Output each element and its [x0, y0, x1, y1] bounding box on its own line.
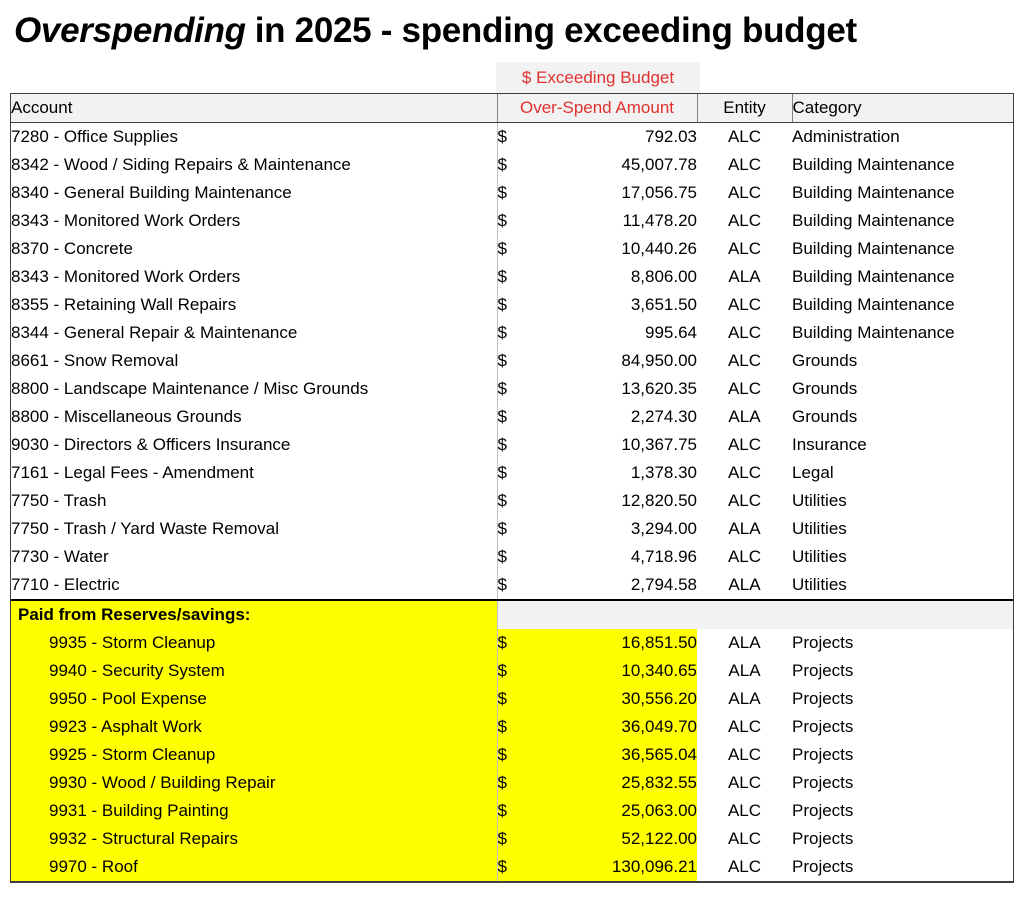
cell-amount: 2,274.30 [630, 407, 697, 426]
cell-account: 7750 - Trash / Yard Waste Removal [11, 519, 280, 538]
cell-account: 7750 - Trash [11, 491, 107, 510]
cell-category: Grounds [792, 407, 858, 426]
cell-category: Utilities [792, 575, 847, 594]
table-row [11, 207, 1013, 235]
table-row [11, 347, 1013, 375]
cell-amount: 2,794.58 [630, 575, 697, 594]
cell-account: 9932 - Structural Repairs [11, 825, 497, 853]
cell-amount: 995.64 [645, 323, 697, 342]
table-row [11, 319, 1013, 347]
cell-category: Utilities [792, 519, 847, 538]
section-header-row [11, 600, 1013, 629]
cell-category: Grounds [792, 379, 858, 398]
cell-entity: ALC [727, 801, 762, 820]
cell-amount: 8,806.00 [630, 267, 697, 286]
table-row [11, 431, 1013, 459]
table-row [11, 291, 1013, 319]
column-header-entity: Entity [697, 94, 792, 123]
table-header-row [11, 94, 1013, 123]
cell-category: Projects [792, 717, 854, 736]
column-header-account: Account [11, 94, 497, 123]
cell-category: Building Maintenance [792, 267, 955, 286]
cell-currency-symbol: $ [497, 291, 533, 319]
table-row [11, 571, 1013, 600]
cell-amount: 1,378.30 [630, 463, 697, 482]
cell-currency-symbol: $ [497, 207, 533, 235]
cell-account: 9923 - Asphalt Work [11, 713, 497, 741]
cell-entity: ALC [727, 491, 762, 510]
table-row [11, 543, 1013, 571]
cell-entity: ALC [727, 745, 762, 764]
cell-category: Administration [792, 127, 900, 146]
cell-category: Insurance [792, 435, 867, 454]
table-row [11, 235, 1013, 263]
cell-account: 9935 - Storm Cleanup [11, 629, 497, 657]
cell-currency-symbol: $ [497, 571, 533, 600]
cell-account: 8355 - Retaining Wall Repairs [11, 295, 237, 314]
cell-account: 8370 - Concrete [11, 239, 133, 258]
cell-amount: 13,620.35 [621, 379, 697, 398]
cell-amount: 52,122.00 [533, 825, 697, 853]
cell-entity: ALC [727, 379, 762, 398]
cell-entity: ALC [727, 183, 762, 202]
cell-entity: ALA [728, 519, 761, 538]
cell-amount: 30,556.20 [533, 685, 697, 713]
cell-currency-symbol: $ [497, 347, 533, 375]
section-header-blank-cell [497, 600, 533, 629]
cell-category: Utilities [792, 491, 847, 510]
cell-currency-symbol: $ [497, 629, 533, 657]
table-row [11, 769, 1013, 797]
cell-amount: 10,340.65 [533, 657, 697, 685]
cell-currency-symbol: $ [497, 713, 533, 741]
cell-category: Projects [792, 689, 854, 708]
page-title-emphasis: Overspending [14, 11, 246, 50]
amount-group-header-label: $ Exceeding Budget [496, 62, 700, 93]
cell-entity: ALA [728, 575, 761, 594]
section-header-blank-cell [533, 600, 697, 629]
cell-entity: ALA [728, 689, 761, 708]
cell-currency-symbol: $ [497, 235, 533, 263]
table-row [11, 179, 1013, 207]
table-row [11, 797, 1013, 825]
page-title [14, 11, 857, 51]
cell-account: 9030 - Directors & Officers Insurance [11, 435, 291, 454]
cell-currency-symbol: $ [497, 151, 533, 179]
cell-currency-symbol: $ [497, 853, 533, 881]
column-header-amount: Over-Spend Amount [497, 94, 697, 123]
cell-entity: ALC [727, 239, 762, 258]
cell-entity: ALC [727, 463, 762, 482]
cell-currency-symbol: $ [497, 459, 533, 487]
cell-amount: 10,440.26 [621, 239, 697, 258]
cell-entity: ALC [727, 351, 762, 370]
cell-account: 8342 - Wood / Siding Repairs & Maintenance [11, 155, 351, 174]
table-row [11, 263, 1013, 291]
cell-account: 9931 - Building Painting [11, 797, 497, 825]
cell-amount: 25,063.00 [533, 797, 697, 825]
section-header-blank-cell [792, 600, 1013, 629]
cell-category: Projects [792, 829, 854, 848]
cell-currency-symbol: $ [497, 797, 533, 825]
cell-currency-symbol: $ [497, 263, 533, 291]
cell-entity: ALC [727, 773, 762, 792]
cell-category: Projects [792, 661, 854, 680]
cell-category: Projects [792, 857, 854, 876]
cell-category: Building Maintenance [792, 183, 955, 202]
cell-entity: ALC [727, 155, 762, 174]
table-row [11, 403, 1013, 431]
cell-currency-symbol: $ [497, 825, 533, 853]
cell-category: Projects [792, 801, 854, 820]
cell-account: 7710 - Electric [11, 575, 120, 594]
section-header-blank-cell [697, 600, 792, 629]
cell-account: 8340 - General Building Maintenance [11, 183, 292, 202]
cell-currency-symbol: $ [497, 487, 533, 515]
cell-account: 8344 - General Repair & Maintenance [11, 323, 298, 342]
cell-amount: 130,096.21 [533, 853, 697, 881]
cell-entity: ALA [728, 407, 761, 426]
table-body [11, 94, 1013, 881]
cell-account: 8800 - Miscellaneous Grounds [11, 407, 242, 426]
cell-category: Building Maintenance [792, 155, 955, 174]
table-row [11, 629, 1013, 657]
cell-amount: 4,718.96 [630, 547, 697, 566]
cell-amount: 3,294.00 [630, 519, 697, 538]
cell-account: 9940 - Security System [11, 657, 497, 685]
cell-account: 9950 - Pool Expense [11, 685, 497, 713]
cell-amount: 10,367.75 [621, 435, 697, 454]
cell-entity: ALC [727, 323, 762, 342]
cell-amount: 16,851.50 [533, 629, 697, 657]
cell-amount: 17,056.75 [621, 183, 697, 202]
table-row [11, 853, 1013, 881]
cell-amount: 3,651.50 [630, 295, 697, 314]
cell-account: 8343 - Monitored Work Orders [11, 267, 241, 286]
cell-currency-symbol: $ [497, 657, 533, 685]
cell-category: Building Maintenance [792, 239, 955, 258]
cell-currency-symbol: $ [497, 431, 533, 459]
cell-currency-symbol: $ [497, 403, 533, 431]
overspending-table [10, 93, 1014, 883]
cell-category: Projects [792, 745, 854, 764]
cell-account: 8800 - Landscape Maintenance / Misc Grounds [11, 379, 369, 398]
cell-amount: 25,832.55 [533, 769, 697, 797]
table-row [11, 151, 1013, 179]
cell-entity: ALC [727, 211, 762, 230]
column-header-category: Category [792, 94, 1013, 123]
cell-account: 9925 - Storm Cleanup [11, 741, 497, 769]
cell-currency-symbol: $ [497, 543, 533, 571]
cell-category: Projects [792, 633, 854, 652]
cell-entity: ALC [727, 547, 762, 566]
cell-entity: ALC [727, 435, 762, 454]
cell-account: 8661 - Snow Removal [11, 351, 179, 370]
cell-currency-symbol: $ [497, 685, 533, 713]
cell-currency-symbol: $ [497, 319, 533, 347]
cell-amount: 36,565.04 [533, 741, 697, 769]
cell-currency-symbol: $ [497, 375, 533, 403]
table-row [11, 459, 1013, 487]
cell-currency-symbol: $ [497, 515, 533, 543]
cell-account: 8343 - Monitored Work Orders [11, 211, 241, 230]
cell-category: Legal [792, 463, 834, 482]
cell-currency-symbol: $ [497, 179, 533, 207]
cell-currency-symbol: $ [497, 123, 533, 152]
cell-category: Building Maintenance [792, 211, 955, 230]
table-row [11, 487, 1013, 515]
cell-category: Projects [792, 773, 854, 792]
cell-amount: 84,950.00 [621, 351, 697, 370]
cell-entity: ALC [727, 717, 762, 736]
cell-category: Building Maintenance [792, 323, 955, 342]
page-title-bar [0, 0, 1024, 62]
cell-entity: ALC [727, 829, 762, 848]
cell-amount: 36,049.70 [533, 713, 697, 741]
cell-amount: 12,820.50 [621, 491, 697, 510]
cell-entity: ALC [727, 295, 762, 314]
cell-amount: 792.03 [645, 127, 697, 146]
table-row [11, 713, 1013, 741]
section-header-label: Paid from Reserves/savings: [11, 600, 497, 629]
page-title-rest: in 2025 - spending exceeding budget [254, 11, 857, 50]
cell-entity: ALC [727, 127, 762, 146]
cell-category: Utilities [792, 547, 847, 566]
cell-currency-symbol: $ [497, 769, 533, 797]
cell-entity: ALC [727, 857, 762, 876]
cell-amount: 11,478.20 [622, 211, 697, 230]
cell-entity: ALA [728, 633, 761, 652]
cell-currency-symbol: $ [497, 741, 533, 769]
table-row [11, 825, 1013, 853]
cell-account: 9930 - Wood / Building Repair [11, 769, 497, 797]
table-row [11, 657, 1013, 685]
table-row [11, 515, 1013, 543]
table-row [11, 375, 1013, 403]
cell-entity: ALA [728, 267, 761, 286]
table-row [11, 123, 1013, 152]
cell-category: Building Maintenance [792, 295, 955, 314]
amount-group-header-row [0, 62, 1024, 93]
table-row [11, 685, 1013, 713]
cell-account: 7161 - Legal Fees - Amendment [11, 463, 254, 482]
cell-entity: ALA [728, 661, 761, 680]
cell-category: Grounds [792, 351, 858, 370]
cell-amount: 45,007.78 [621, 155, 697, 174]
cell-account: 9970 - Roof [11, 853, 497, 881]
cell-account: 7280 - Office Supplies [11, 127, 178, 146]
table-row [11, 741, 1013, 769]
cell-account: 7730 - Water [11, 547, 109, 566]
